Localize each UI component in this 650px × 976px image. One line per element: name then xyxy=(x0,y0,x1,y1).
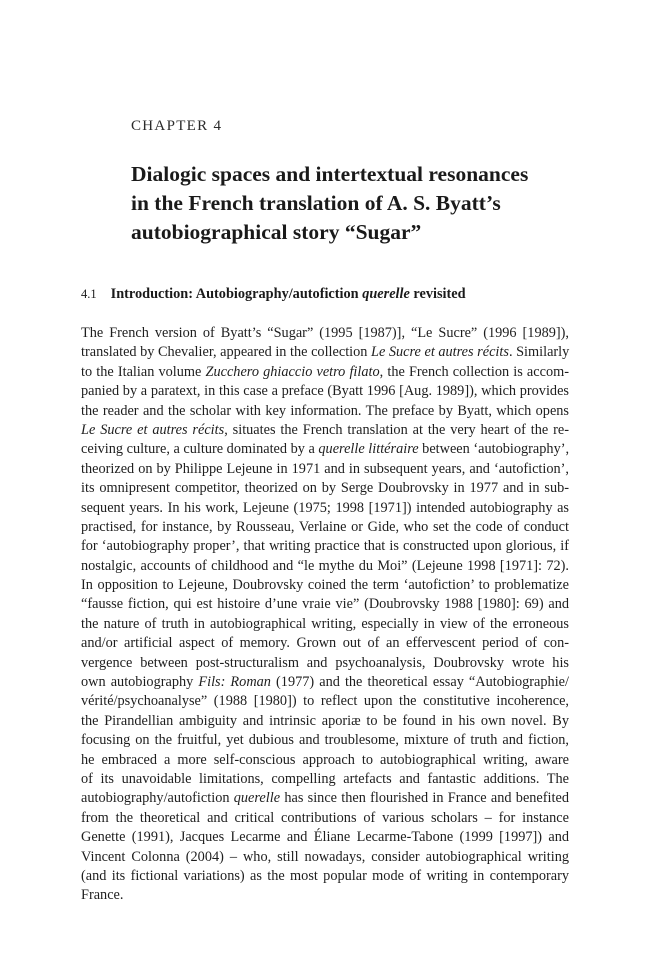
text-line xyxy=(81,615,569,634)
chapter-title xyxy=(131,160,571,247)
section-number: 4.1 xyxy=(81,287,97,301)
text-line xyxy=(81,518,569,537)
section-heading-italic: querelle xyxy=(362,286,410,302)
chapter-title-line: Dialogic spaces and intertextual resonances xyxy=(131,162,529,186)
text-line xyxy=(81,731,569,750)
text-segment: has since then flourished in France and benefited xyxy=(280,790,569,807)
italic-text: querelle littéraire xyxy=(318,441,419,458)
text-line xyxy=(81,343,569,362)
italic-text: Le Sucre et autres récits xyxy=(371,344,509,361)
text-segment: nostalgic, accounts of childhood and “le mythe du Moi” (Lejeune 1998 [1971]: 72). xyxy=(81,557,569,574)
text-segment: vergence between post-structuralism and psychoanalysis, Doubrovsky wrote his xyxy=(81,654,569,671)
text-segment: he embraced a more self-conscious approach to autobiographical writing, aware xyxy=(81,751,569,768)
text-segment: vérité/psychoanalyse” (1988 [1980]) to reflect upon the constitutive incoherence, xyxy=(81,693,569,710)
text-line xyxy=(81,363,569,382)
italic-text: Le Sucre et autres récits xyxy=(81,421,225,438)
text-line xyxy=(81,421,569,440)
text-segment: translated by Chevalier, appeared in the collection xyxy=(81,344,372,361)
text-segment: Vincent Colonna (2004) – who, still nowadays, consider autobiographical writing xyxy=(81,848,569,865)
text-line xyxy=(81,634,569,653)
text-segment: (1977) and the theoretical essay “Autobiographie/ xyxy=(270,674,569,691)
text-segment: The French version of Byatt’s “Sugar” (1995 [1987)], “Le Sucre” (1996 [1989]), xyxy=(81,325,569,341)
text-line xyxy=(81,324,569,343)
text-segment: theorized on by Philippe Lejeune in 1971 and in subsequent years, and ‘autofiction’, xyxy=(81,460,569,477)
text-segment: , the French collection is accom- xyxy=(379,363,569,380)
text-segment: . Similarly xyxy=(508,344,570,361)
text-segment: between ‘autobiography’, xyxy=(418,441,570,458)
text-line xyxy=(81,382,569,401)
chapter-label: CHAPTER 4 xyxy=(131,118,223,134)
text-segment: Genette (1991), Jacques Lecarme and Éliane Lecarme-Tabone (1999 [1997]) and xyxy=(81,829,569,846)
text-segment: from the theoretical and critical contributions of various scholars – for instance xyxy=(81,809,569,826)
text-line xyxy=(81,499,569,518)
text-line xyxy=(81,576,569,595)
text-line xyxy=(81,712,569,731)
text-segment: (and its fictional variations) as the most popular mode of writing in contemporary xyxy=(81,867,569,884)
text-segment: “fausse fiction, qui est histoire d’une vraie vie” (Doubrovsky 1988 [1980]: 69) and xyxy=(81,596,569,613)
italic-text: Fils: Roman xyxy=(198,674,271,691)
text-segment: for ‘autobiography proper’, that writing practice that is constructed upon glorious, if xyxy=(81,538,569,555)
text-line xyxy=(81,848,569,867)
text-segment: practised, for instance, by Rousseau, Verlaine or Gide, who set the code of conduct xyxy=(81,518,569,535)
text-line xyxy=(81,809,569,828)
section-heading xyxy=(81,286,466,303)
text-line xyxy=(81,751,569,770)
text-segment: In opposition to Lejeune, Doubrovsky coined the term ‘autofiction’ to problematize xyxy=(81,577,569,594)
text-line xyxy=(81,460,569,479)
chapter-title-line: autobiographical story “Sugar” xyxy=(131,220,422,244)
text-segment: sequent years. In his work, Lejeune (1975; 1998 [1971]) intended autobiography as xyxy=(81,499,569,516)
text-line xyxy=(81,537,569,556)
text-segment: panied by a paratext, in this case a preface (Byatt 1996 [Aug. 1989]), which provides xyxy=(81,383,569,400)
section-heading-text-end: revisited xyxy=(409,286,466,302)
text-segment: autobiography/autofiction xyxy=(81,790,234,807)
text-segment: own autobiography xyxy=(81,674,199,691)
text-line xyxy=(81,692,569,711)
italic-text: querelle xyxy=(233,790,281,807)
text-segment: to the Italian volume xyxy=(81,363,206,380)
text-line xyxy=(81,479,569,498)
text-segment: and/or artificial aspect of memory. Grown out of an effervescent period of con- xyxy=(81,635,569,652)
section-heading-text: Introduction: Autobiography/autofiction xyxy=(110,286,363,302)
text-line xyxy=(81,673,569,692)
text-segment: the nature of truth in autobiographical writing, especially in view of the erroneous xyxy=(81,615,569,632)
italic-text: Zucchero ghiaccio vetro filato xyxy=(205,363,380,380)
text-segment: the Pirandellian ambiguity and intrinsic aporiæ to be found in his own novel. By xyxy=(81,712,569,729)
text-line xyxy=(81,440,569,459)
text-segment: of its unavoidable limitations, compelling artefacts and fantastic additions. The xyxy=(81,770,569,787)
text-line xyxy=(81,828,569,847)
text-line xyxy=(81,886,569,905)
text-line xyxy=(81,595,569,614)
text-line xyxy=(81,557,569,576)
text-segment: the reader and the scholar with key information. The preface by Byatt, which opens xyxy=(81,402,569,419)
text-segment: , situates the French translation at the very heart of the re- xyxy=(224,421,569,438)
text-segment: ceiving culture, a culture dominated by a xyxy=(81,441,319,458)
text-line xyxy=(81,654,569,673)
text-segment: focusing on the fruitful, yet dubious and troublesome, mixture of truth and fiction, xyxy=(81,732,569,749)
text-line xyxy=(81,867,569,886)
text-line xyxy=(81,770,569,789)
text-segment: its omnipresent competitor, theorized on by Serge Doubrovsky in 1977 and in sub- xyxy=(81,480,569,497)
text-line xyxy=(81,402,569,421)
chapter-title-line: in the French translation of A. S. Byatt’s xyxy=(131,191,501,215)
body-paragraph xyxy=(81,324,569,906)
text-line xyxy=(81,789,569,808)
text-segment: France. xyxy=(81,887,124,904)
